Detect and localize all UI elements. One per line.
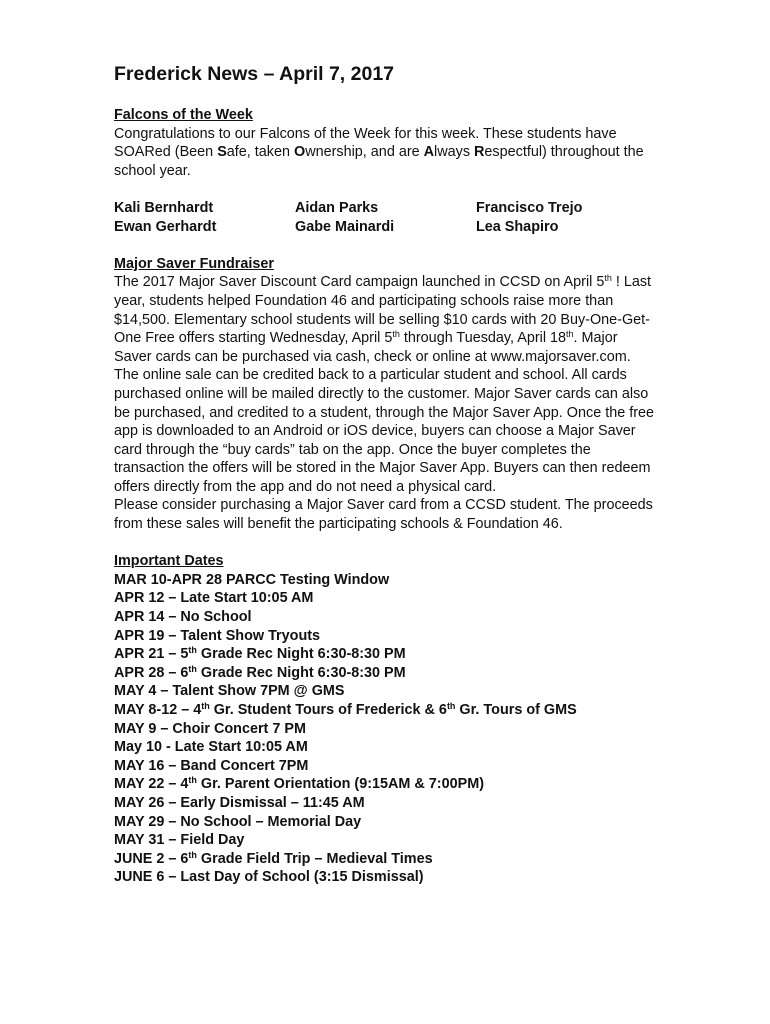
date-item: JUNE 6 – Last Day of School (3:15 Dismissal)	[114, 869, 424, 886]
paragraph-text: ! Last year, students helped Foundation 46 and participating schools raise more than $14,500. Elementary school students will be selling $10 cards with 20 Buy-One-Get-One Free offers starting Wednesday, April 5	[114, 274, 652, 347]
dates-heading: Important Dates	[114, 553, 224, 570]
date-text: Grade Rec Night 6:30-8:30 PM	[196, 664, 406, 681]
dates-section	[114, 552, 659, 887]
date-item	[114, 645, 659, 664]
student-name: Francisco Trejo	[476, 199, 583, 216]
student-name: Kali Bernhardt	[114, 199, 214, 216]
ordinal-suffix: th	[446, 701, 456, 711]
date-text: Gr. Parent Orientation (9:15AM & 7:00PM)	[196, 776, 484, 793]
falcons-heading: Falcons of the Week	[114, 107, 253, 123]
fundraiser-heading: Major Saver Fundraiser	[114, 255, 274, 272]
date-item: MAY 29 – No School – Memorial Day	[114, 813, 362, 830]
date-item	[114, 664, 659, 683]
date-text: APR 21 – 5	[114, 646, 189, 663]
student-name: Ewan Gerhardt	[114, 218, 217, 235]
ordinal-suffix: th	[604, 273, 612, 284]
student-name: Lea Shapiro	[476, 218, 559, 235]
ordinal-suffix: th	[201, 701, 210, 711]
date-item: MAY 16 – Band Concert 7PM	[114, 757, 309, 774]
date-text: JUNE 2 – 6	[114, 850, 189, 867]
ordinal-suffix: th	[566, 329, 574, 340]
paragraph-text: through Tuesday, April 18	[399, 330, 567, 347]
intro-text: lways	[434, 144, 475, 161]
date-item: MAY 31 – Field Day	[114, 832, 245, 849]
date-text: Grade Field Trip – Medieval Times	[196, 850, 433, 867]
ordinal-suffix: th	[188, 663, 197, 674]
date-item	[114, 775, 659, 794]
date-item: May 10 - Late Start 10:05 AM	[114, 739, 308, 756]
date-text: APR 28 – 6	[114, 664, 189, 681]
paragraph-text: The 2017 Major Saver Discount Card campaign launched in CCSD on April 5	[114, 274, 605, 291]
date-item: APR 19 – Talent Show Tryouts	[114, 627, 321, 644]
soar-s-letter: S	[217, 144, 227, 161]
date-text: Gr. Student Tours of Frederick & 6	[209, 702, 447, 718]
fundraiser-section	[114, 255, 659, 534]
date-item	[114, 701, 659, 720]
newsletter	[114, 62, 659, 887]
date-item: MAY 4 – Talent Show 7PM @ GMS	[114, 683, 345, 700]
date-item	[114, 850, 659, 869]
date-item: MAR 10-APR 28 PARCC Testing Window	[114, 571, 390, 588]
fundraiser-paragraph	[114, 273, 659, 496]
date-item: APR 14 – No School	[114, 609, 252, 626]
ordinal-suffix: th	[188, 775, 197, 786]
ordinal-suffix: th	[392, 329, 400, 340]
student-name: Aidan Parks	[295, 199, 379, 216]
date-item: APR 12 – Late Start 10:05 AM	[114, 590, 314, 607]
intro-text: Congratulations to our Falcons of the Week for this week. These students have SOARed (Been	[114, 125, 617, 161]
soar-r-letter: R	[474, 144, 485, 161]
soar-a-letter: A	[423, 144, 435, 161]
ordinal-suffix: th	[188, 645, 197, 656]
intro-text: afe, taken	[226, 144, 295, 161]
date-text: Gr. Tours of GMS	[455, 702, 577, 718]
falcons-intro	[114, 125, 659, 181]
falcons-names	[114, 199, 659, 236]
date-text: MAY 8-12 – 4	[114, 702, 202, 718]
student-name: Gabe Mainardi	[295, 218, 395, 235]
date-text: Grade Rec Night 6:30-8:30 PM	[196, 646, 406, 663]
dates-list	[114, 571, 659, 887]
fundraiser-closing: Please consider purchasing a Major Saver card from a CCSD student. The proceeds from these sales will benefit the participating schools & Foundation 46.	[114, 497, 653, 533]
paragraph-text: . Major Saver cards can be purchased via cash, check or online at www.majorsaver.com. The online sale can be credited back to a particular student and school. All cards purchased online will be mailed directly to the customer. Major Saver cards can also be purchased, and credited to a student, through the Major Saver App. Once the free app is downloaded to an Android or iOS device, buyers can choose a Major Saver card through the “buy cards” tab on the app. Once the buyer completes the transaction the offers will be stored in the Major Saver App. Buyers can then redeem offers directly from the app and do not need a physical card.	[114, 330, 654, 495]
date-item: MAY 26 – Early Dismissal – 11:45 AM	[114, 794, 365, 811]
date-item: MAY 9 – Choir Concert 7 PM	[114, 720, 306, 737]
falcons-section	[114, 106, 659, 236]
intro-text: wnership, and are	[305, 144, 424, 161]
intro-text: espectful) throughout the school year.	[114, 144, 644, 179]
ordinal-suffix: th	[188, 849, 197, 860]
page-title: Frederick News – April 7, 2017	[114, 63, 395, 85]
date-text: MAY 22 – 4	[114, 776, 189, 793]
soar-o-letter: O	[294, 144, 306, 161]
